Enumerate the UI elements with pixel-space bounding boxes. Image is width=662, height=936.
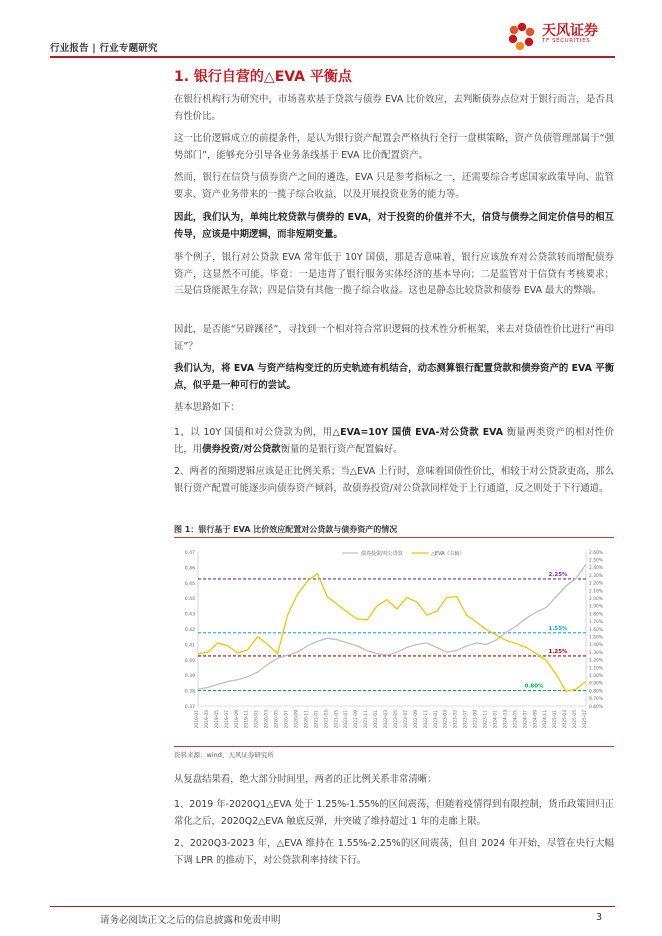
footer-disclaimer: 请务必阅读正文之后的信息披露和免责申明 xyxy=(100,915,281,926)
y-right-tick-label: 2.30% xyxy=(589,573,603,579)
page-number: 3 xyxy=(596,912,603,923)
x-tick-label: 2020-05 xyxy=(274,710,280,729)
x-tick-label: 2019-03 xyxy=(204,710,210,729)
report-header: 行业报告 | 行业专题研究 xyxy=(50,43,158,54)
ref-line-label: 1.55% xyxy=(548,625,568,632)
y-left-tick-label: 0.47 xyxy=(184,551,195,556)
y-left-tick-label: 0.42 xyxy=(184,628,195,633)
y-left-tick-label: 0.43 xyxy=(184,612,195,618)
x-tick-label: 2020-09 xyxy=(294,710,300,729)
x-tick-label: 2023-05 xyxy=(453,710,459,729)
p9-formula: △EVA=10Y 国债 EVA-对公贷款 EVA xyxy=(332,427,504,438)
x-tick-label: 2021-01 xyxy=(314,710,320,729)
legend-label-delta-eva: △EVA（右轴） xyxy=(431,551,465,557)
p9-text-a: 1、以 10Y 国债和对公贷款为例，用 xyxy=(174,427,333,438)
x-tick-label: 2024-05 xyxy=(513,710,519,729)
y-right-tick-label: 0.60% xyxy=(589,704,603,710)
figure-source: 资料来源：wind，天风证券研究所 xyxy=(174,751,274,759)
y-right-tick-label: 1.20% xyxy=(589,658,603,664)
y-right-tick-label: 1.60% xyxy=(589,627,603,633)
x-tick-label: 2024-11 xyxy=(543,710,549,729)
x-tick-label: 2022-03 xyxy=(384,710,390,729)
p9-text-e: 衡量的是银行资产配置偏好。 xyxy=(280,443,403,455)
x-tick-label: 2020-01 xyxy=(254,710,260,729)
y-right-tick-label: 2.10% xyxy=(589,589,603,595)
figure-title: 图 1：银行基于 EVA 比价效应配置对公贷款与债券资产的情况 xyxy=(174,525,398,534)
y-left-tick-label: 0.44 xyxy=(184,597,195,603)
series-line-delta-eva xyxy=(198,571,586,692)
x-tick-label: 2025-07 xyxy=(583,710,588,729)
y-right-tick-label: 1.50% xyxy=(589,635,603,641)
x-tick-label: 2024-07 xyxy=(523,710,529,729)
y-right-tick-label: 0.70% xyxy=(589,697,603,703)
figure-bottom-rule xyxy=(174,746,614,747)
x-tick-label: 2020-03 xyxy=(264,710,270,729)
x-tick-label: 2023-07 xyxy=(463,710,469,729)
x-tick-label: 2019-01 xyxy=(195,710,200,729)
x-tick-label: 2022-01 xyxy=(374,710,380,729)
x-tick-label: 2025-05 xyxy=(573,710,579,729)
eva-chart xyxy=(174,540,614,744)
x-tick-label: 2019-05 xyxy=(214,710,220,729)
ref-line-label: 0.80% xyxy=(524,683,544,690)
x-tick-label: 2024-01 xyxy=(493,710,499,729)
x-tick-label: 2021-05 xyxy=(334,710,340,729)
legend-label-ratio: 债券投资/对公贷款 xyxy=(361,551,403,557)
p9-text-c: 衡量两类资产的相对性价比，用 xyxy=(174,427,614,455)
x-tick-label: 2019-09 xyxy=(234,710,240,729)
x-tick-label: 2020-11 xyxy=(304,710,310,729)
x-tick-label: 2021-09 xyxy=(354,710,360,729)
logo-name-en: TF SECURITIES xyxy=(542,38,591,44)
y-right-tick-label: 2.60% xyxy=(589,550,603,556)
paragraph-1: 在银行机构行为研究中，市场喜欢基于贷款与债券 EVA 比价效应，去判断债券点位对于银行而言，是否具有性价比。 xyxy=(174,94,614,122)
p9-ratio: 债券投资/对公贷款 xyxy=(202,443,281,455)
y-right-tick-label: 2.20% xyxy=(589,581,603,587)
header-rule xyxy=(50,56,615,58)
paragraph-12: 1、2019 年-2020Q1△EVA 处于 1.25%-1.55%的区间震荡，但随着疫情得到有限控制，货币政策回归正常化之后，2020Q2△EVA 触底反弹，并突破了维持超过 1 年的走廊上限。 xyxy=(174,799,614,827)
x-tick-label: 2020-07 xyxy=(284,710,290,729)
x-tick-label: 2019-07 xyxy=(224,710,230,729)
paragraph-10: 2、两者的预期逻辑应该是正比例关系；当△EVA 上行时，意味着国债性价比，相较于对公贷款更高，那么银行资产配置可能逐步向债券资产倾斜，故债券投资/对公贷款同样处于上行通道，反之则处于下行通道。 xyxy=(174,466,614,494)
paragraph-4: 因此，我们认为，单纯比较贷款与债券的 EVA，对于投资的价值并不大，信贷与债券之间定价信号的相互传导，应该是中期逻辑，而非短期变量。 xyxy=(174,212,614,240)
y-left-tick-label: 0.40 xyxy=(184,658,195,664)
x-tick-label: 2022-11 xyxy=(423,710,429,729)
figure-top-rule xyxy=(174,537,614,538)
paragraph-8: 基本思路如下： xyxy=(174,402,240,413)
y-left-tick-label: 0.37 xyxy=(184,705,195,710)
x-tick-label: 2025-03 xyxy=(563,710,569,729)
y-right-tick-label: 2.50% xyxy=(589,558,603,564)
x-tick-label: 2024-09 xyxy=(533,710,539,729)
y-right-tick-label: 2.00% xyxy=(589,597,603,602)
x-tick-label: 2022-09 xyxy=(413,710,419,729)
logo-name-cn: 天风证券 xyxy=(542,23,598,39)
x-tick-label: 2019-11 xyxy=(244,710,250,729)
paragraph-13: 2、2020Q3-2023 年，△EVA 维持在 1.55%-2.25%的区间震荡，但自 2024 年开始，尽管在央行大幅下调 LPR 的推动下，对公贷款利率持续下行。 xyxy=(174,838,614,866)
y-left-tick-label: 0.46 xyxy=(184,566,195,572)
y-right-tick-label: 1.40% xyxy=(589,643,603,649)
y-left-tick-label: 0.38 xyxy=(184,689,195,695)
y-right-tick-label: 0.90% xyxy=(589,681,603,687)
y-right-tick-label: 0.80% xyxy=(589,689,603,695)
x-tick-label: 2024-03 xyxy=(503,710,509,729)
x-tick-label: 2021-03 xyxy=(324,710,330,729)
y-left-tick-label: 0.39 xyxy=(184,674,195,680)
x-tick-label: 2021-07 xyxy=(344,710,350,729)
ref-line-label: 2.25% xyxy=(548,571,568,578)
paragraph-6: 因此，是否能“另辟蹊径”，寻找到一个相对符合常识逻辑的技术性分析框架，来去对贷债性价比进行“再印证”？ xyxy=(174,324,614,352)
y-right-tick-label: 2.40% xyxy=(589,566,603,572)
paragraph-11: 从复盘结果看，绝大部分时间里，两者的正比例关系非常清晰： xyxy=(174,774,437,785)
x-tick-label: 2023-01 xyxy=(433,710,439,729)
paragraph-3: 然而，银行在信贷与债券资产之间的遴选，EVA 只是参考指标之一，还需要综合考虑国家政策导向、监管要求、资产业务带来的一揽子综合收益，以及开展投资业务的能力等。 xyxy=(174,172,614,200)
x-tick-label: 2025-01 xyxy=(553,710,559,729)
series-line-ratio xyxy=(198,564,586,689)
x-tick-label: 2021-11 xyxy=(364,710,370,729)
y-right-tick-label: 1.10% xyxy=(589,666,603,672)
y-right-tick-label: 1.00% xyxy=(589,674,603,679)
x-tick-label: 2022-07 xyxy=(403,710,409,729)
ref-line-label: 1.25% xyxy=(548,648,568,655)
section-title: 1. 银行自营的△EVA 平衡点 xyxy=(174,69,352,85)
y-right-tick-label: 1.80% xyxy=(589,612,603,618)
y-left-tick-label: 0.45 xyxy=(184,581,195,587)
y-right-tick-label: 1.90% xyxy=(589,604,603,610)
paragraph-2: 这一比价逻辑成立的前提条件，是认为银行资产配置会严格执行全行一盘棋策略，资产负债管理部属于“强势部门”，能够充分引导各业务条线基于 EVA 比价配置资产。 xyxy=(174,133,614,161)
paragraph-9 xyxy=(174,425,614,458)
x-tick-label: 2022-05 xyxy=(393,710,399,729)
y-left-tick-label: 0.41 xyxy=(184,643,195,649)
x-tick-label: 2023-09 xyxy=(473,710,479,729)
y-right-tick-label: 1.70% xyxy=(589,620,603,626)
paragraph-5: 举个例子，银行对公贷款 EVA 常年低于 10Y 国债，那是否意味着，银行应该放弃对公贷款转而增配债券资产，这显然不可能。毕竟：一是违背了银行服务实体经济的基本导向；二是监管对于信贷有考核要求；三是信贷能派生存款；四是信贷有其他一揽子综合收益。这也是静态比较贷款和债券 EVA 最大的弊端。 xyxy=(174,252,614,296)
footer-rule xyxy=(50,906,615,907)
x-tick-label: 2023-11 xyxy=(483,710,489,729)
x-tick-label: 2023-03 xyxy=(443,710,449,729)
paragraph-7: 我们认为，将 EVA 与资产结构变迁的历史轨迹有机结合，动态测算银行配置贷款和债券资产的 EVA 平衡点，似乎是一种可行的尝试。 xyxy=(174,363,614,391)
y-right-tick-label: 1.30% xyxy=(589,650,603,656)
